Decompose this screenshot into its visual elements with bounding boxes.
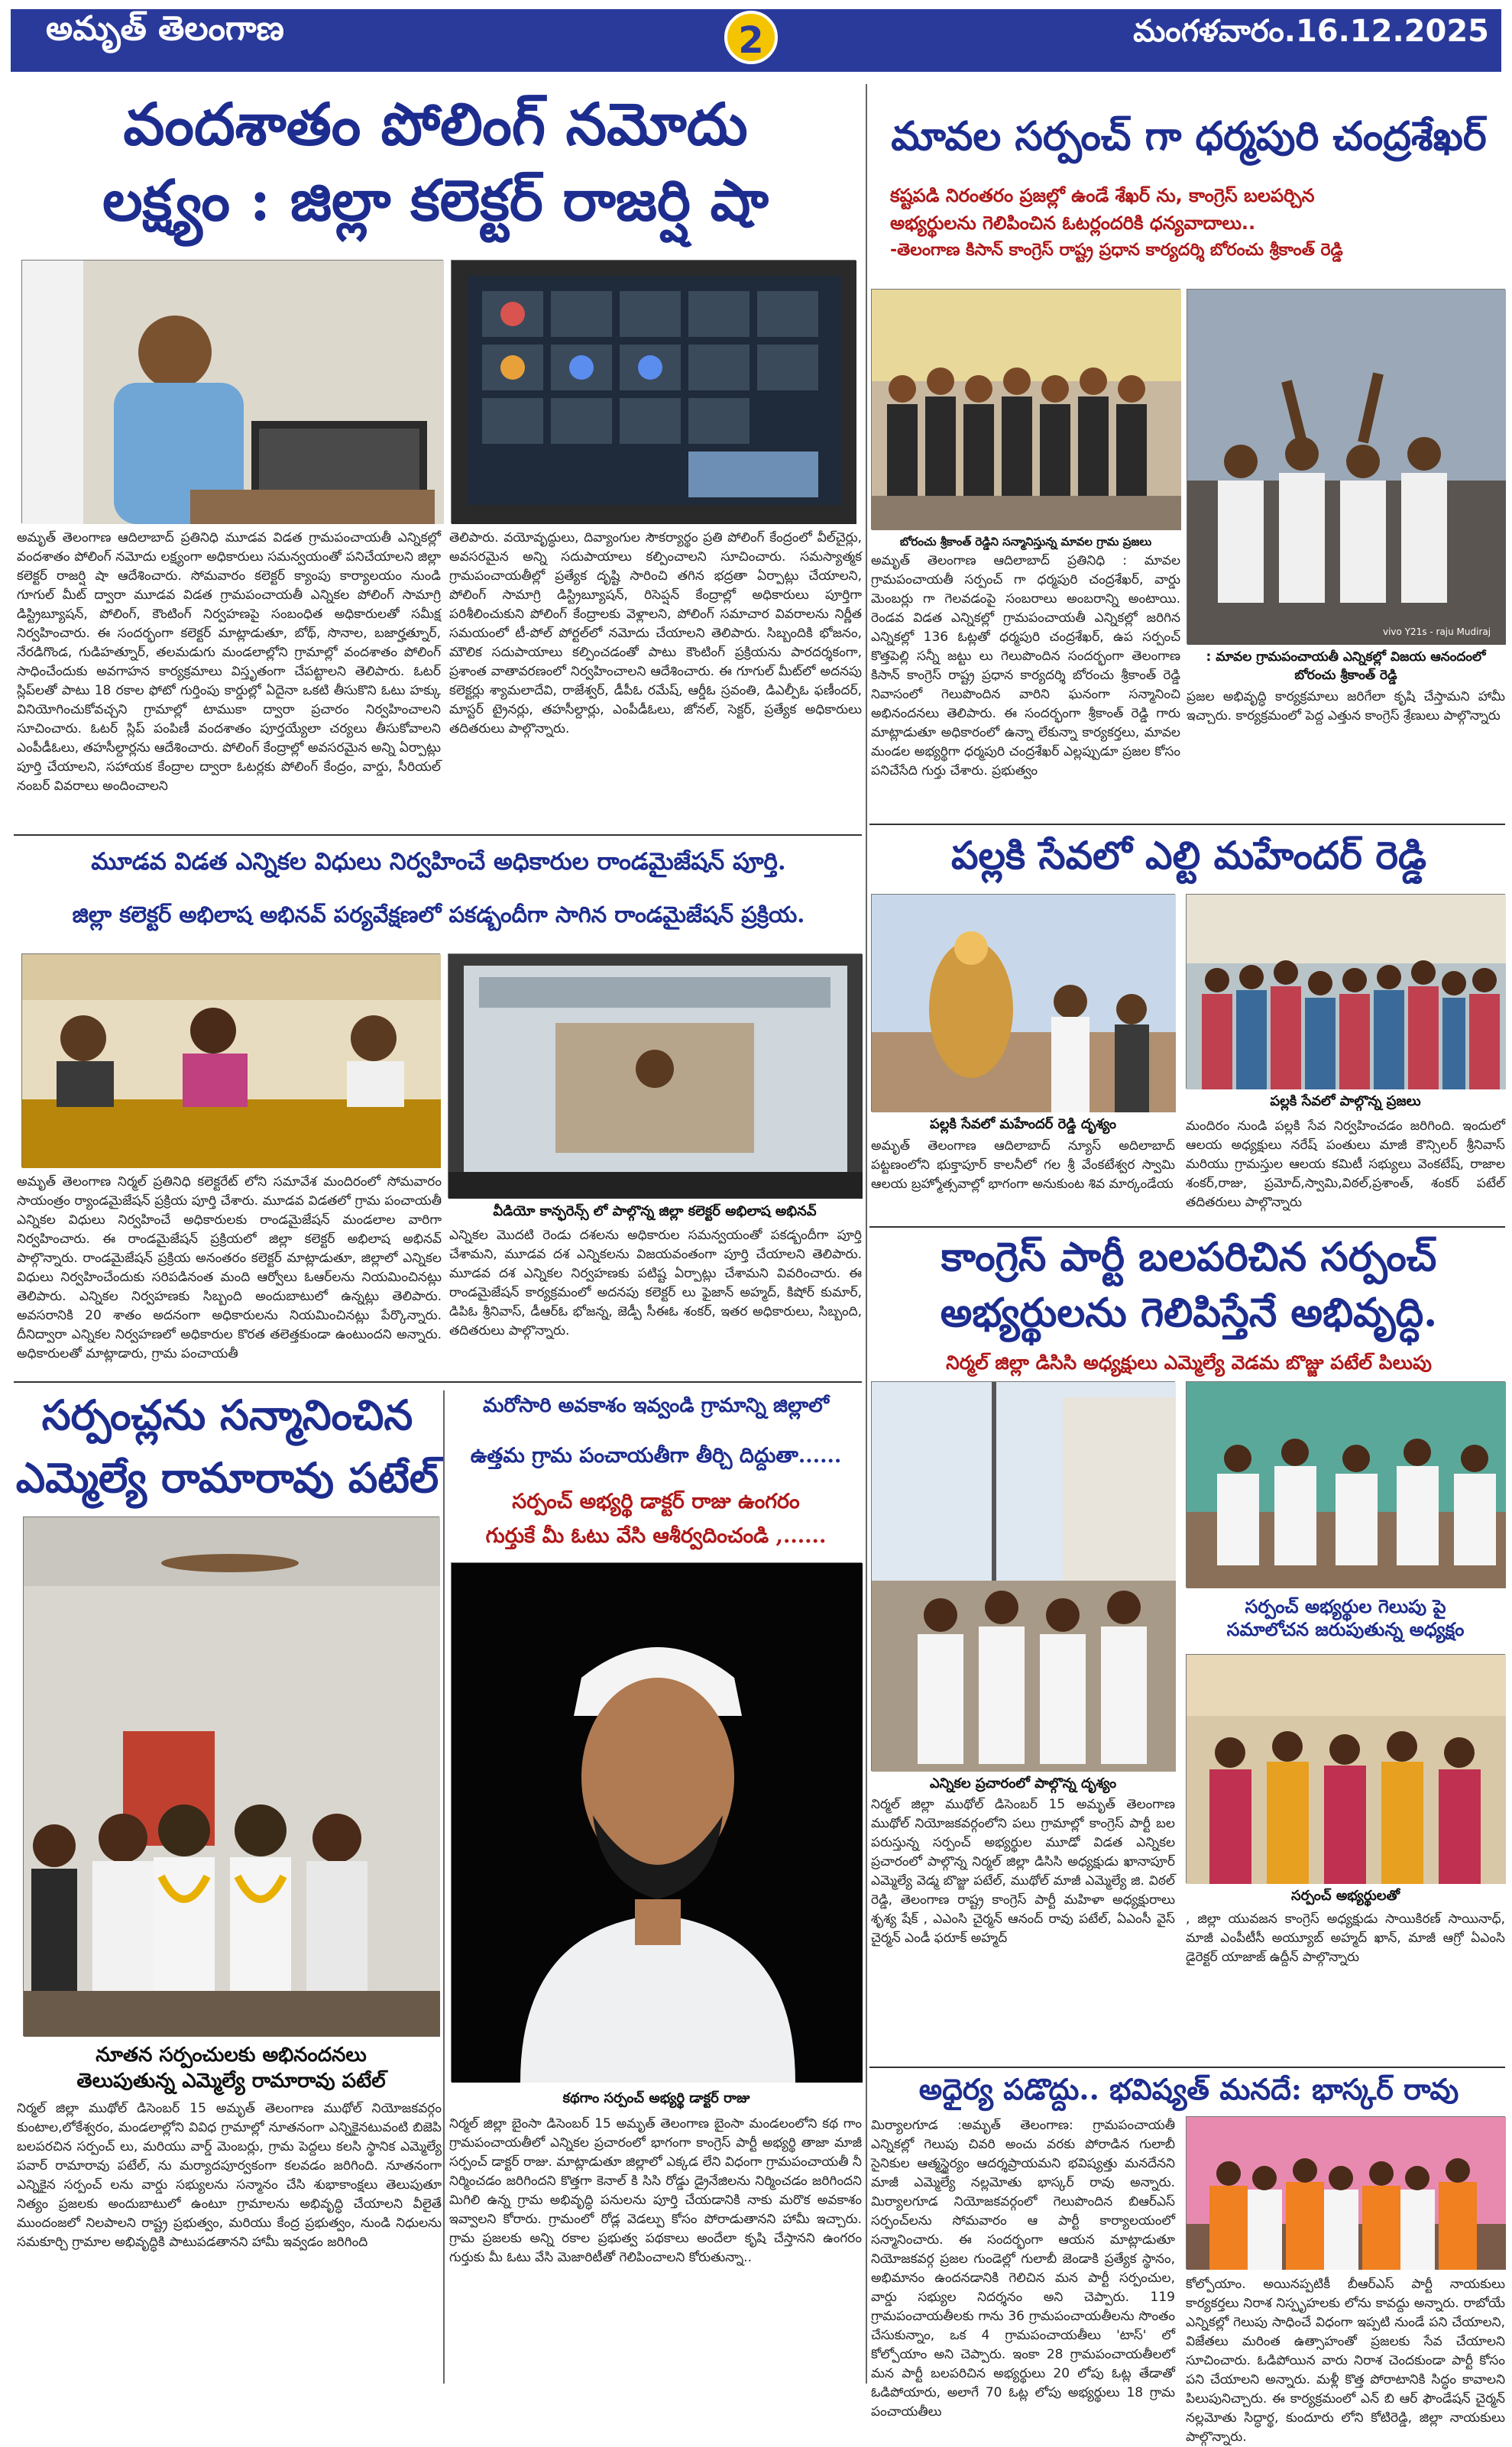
a1-headline-line2: లక్ష్యం : జిల్లా కలెక్టర్ రాజర్షి షా bbox=[102, 168, 769, 234]
victory-celebration-illustration bbox=[1187, 290, 1506, 645]
a6-photo-felicitation bbox=[23, 1516, 439, 2036]
a8-headline: అధైర్య పడొద్దు.. భవిష్యత్ మనదే: భాస్కర్ రావు bbox=[918, 2072, 1459, 2106]
a3-photo2-caption: వీడియో కాన్ఫరెన్స్ లో పాల్గొన్న జిల్లా కలెక్టర్ అభిలాష అభినవ్ bbox=[493, 1203, 817, 1219]
meeting-discussion-illustration bbox=[1187, 1382, 1506, 1588]
a5-photo2-caption-line2: సమాలోచన జరుపుతున్న అధ్యక్షం bbox=[1226, 1619, 1465, 1640]
a5-photo-candidates bbox=[1186, 1654, 1505, 1883]
a4-photo2-caption: పల్లకి సేవలో పాల్గొన్న ప్రజలు bbox=[1270, 1093, 1421, 1109]
divider bbox=[869, 2067, 1505, 2068]
randomization-meeting-illustration bbox=[22, 954, 441, 1168]
a1-headline-line1: వందశాతం పోలింగ్ నమోదు bbox=[123, 90, 748, 158]
divider bbox=[14, 834, 862, 836]
a3-headline-line1: మూడవ విడత ఎన్నికల విధులు నిర్వహించే అధికారుల రాండమైజేషన్ పూర్తి. bbox=[91, 848, 786, 876]
video-meeting-screen-illustration bbox=[452, 261, 856, 524]
a8-body-col1: మిర్యాలగూడ :అమృత్ తెలంగాణ: గ్రామపంచాయతీ ఎన్నికల్లో గెలుపు చివరి అంచు వరకు పోరాడిన గులాబీ సైనికుల ఆత్మస్థైర్యం ఆదర్శప్రాయమని భవిష్యత్తు మనదేనని మాజీ ఎమ్మెల్యే నల్లమోతు భాస్కర్ రావు అన్నారు. మిర్యాలగూడ నియోజకవర్గంలో గెలుపొందిన బిఆర్ఎస్ సర్పంచ్‌లను సోమవారం ఆ పార్టీ కార్యాలయంలో సన్మానించారు. ఈ సందర్భంగా ఆయన మాట్లాడుతూ నియోజకవర్గ ప్రజల గుండెల్లో గులాబీ జెండాకి ప్రత్యేక స్థానం, అభిమానం ఉందనడానికి గెలిచిన మన పార్టీ సర్పంచుల, వార్డు సభ్యుల నిదర్శనం అని చెప్పారు. 119 గ్రామపంచాయతీలకు గాను 36 గ్రామపంచాయతీలను సొంతం చేసుకున్నాం, ఒక 4 గ్రామపంచాయతీలు 'టాస్' లో కోల్పోయాం అని చెప్పారు. ఇంకా 28 గ్రామపంచాయతీలలో మన పార్టీ బలపరిచిన అభ్యర్థులు 20 లోపు ఓట్ల తేడాతో ఓడిపోయారు, అలాగే 70 ఓట్ల లోపు అభ్యర్థులు 18 గ్రామ పంచాయతీలు bbox=[871, 2118, 1175, 2419]
a6-headline-line2: ఎమ్మెల్యే రామారావు పటేల్ bbox=[15, 1453, 439, 1502]
a4-photo1-caption: పల్లకి సేవలో మహేందర్ రెడ్డి దృశ్యం bbox=[929, 1116, 1117, 1132]
a2-photo-celebration bbox=[1187, 289, 1505, 644]
a2-subhead-line1: కష్టపడి నిరంతరం ప్రజల్లో ఉండే శేఖర్ ను, కాంగ్రెస్ బలపర్చిన bbox=[890, 185, 1315, 206]
a2-subhead-line3: -తెలంగాణ కిసాన్ కాంగ్రెస్ రాష్ట్ర ప్రధాన కార్యదర్శి బోరంచు శ్రీకాంత్ రెడ్డి bbox=[890, 241, 1343, 260]
election-campaign-illustration bbox=[872, 1382, 1176, 1772]
masthead-date: మంగళవారం.16.12.2025 bbox=[1133, 14, 1489, 49]
brs-felicitation-illustration bbox=[1187, 2117, 1506, 2270]
a5-photo-discussion bbox=[1186, 1381, 1505, 1588]
a7-photo-caption: కథగాం సర్పంచ్ అభ్యర్థి డాక్టర్ రాజు bbox=[562, 2090, 750, 2106]
a5-headline-line1: కాంగ్రెస్ పార్టీ బలపరిచిన సర్పంచ్ bbox=[941, 1234, 1437, 1280]
a2-photo2-caption: : మావల గ్రామపంచాయతీ ఎన్నికల్లో విజయ ఆనందంలో బోరంచు శ్రీకాంత్ రెడ్డి bbox=[1206, 649, 1486, 683]
a4-body-col1: అమృత్ తెలంగాణ ఆదిలాబాద్ న్యూస్ అదిలాబాద్ పట్టణంలోని భుక్తాపూర్ కాలనీలో గల శ్రీ వేంకటేశ్వర స్వామి ఆలయ బ్రహ్మోత్సవాల్లో భాగంగా అనుకుంట శివ మార్కండేయ bbox=[871, 1138, 1175, 1192]
a7-headline-line2: ఉత్తమ గ్రామ పంచాయతీగా తీర్చి దిద్దుతా...... bbox=[470, 1444, 842, 1468]
a4-photo-palanquin bbox=[871, 894, 1175, 1112]
a7-photo-candidate bbox=[451, 1562, 862, 2082]
a5-photo1-caption: ఎన్నికల ప్రచారంలో పాల్గొన్న దృశ్యం bbox=[929, 1775, 1117, 1792]
a2-photo-felicitation bbox=[871, 289, 1180, 529]
a1-photo-collector bbox=[21, 260, 443, 523]
divider bbox=[869, 1226, 1505, 1228]
a4-headline: పల్లకి సేవలో ఎల్టి మహేందర్ రెడ్డి bbox=[951, 833, 1426, 878]
a5-photo-campaign bbox=[871, 1381, 1175, 1771]
masthead-title: అమృత్ తెలంగాణ bbox=[46, 9, 284, 48]
sarpanch-candidates-group-illustration bbox=[1187, 1655, 1506, 1884]
a5-body-col2: , జిల్లా యువజన కాంగ్రెస్ అధ్యక్షుడు సాయికిరణ్ సాయినాధ్, మాజీ ఎంపీటీసీ అయ్యూబ్ అహ్మద్ ఖాన్, మాజీ ఆగ్రో ఏఎంసి డైరెక్టర్ యాజాజ్ ఉద్దీన్ పాల్గొన్నారు bbox=[1186, 1911, 1505, 1965]
a7-subhead-line1: సర్పంచ్ అభ్యర్థి డాక్టర్ రాజు ఉంగరం bbox=[512, 1490, 800, 1513]
a7-headline-line1: మరోసారి అవకాశం ఇవ్వండి గ్రామాన్ని జిల్లాలో bbox=[482, 1394, 829, 1417]
a5-subhead: నిర్మల్ జిల్లా డిసిసి అధ్యక్షులు ఎమ్మెల్యే వెడమ బొజ్జు పటేల్ పిలుపు bbox=[946, 1351, 1432, 1374]
a5-headline-line2: అభ్యర్థులను గెలిపిస్తేనే అభివృద్ధి. bbox=[940, 1290, 1438, 1336]
a3-headline-line2: జిల్లా కలెక్టర్ అభిలాష అభినవ్ పర్యవేక్షణలో పకడ్బందీగా సాగిన రాండమైజేషన్ ప్రక్రియ. bbox=[72, 901, 805, 927]
a4-photo-devotees bbox=[1186, 894, 1505, 1089]
palanquin-seva-illustration bbox=[872, 895, 1176, 1112]
mla-felicitation-illustration bbox=[24, 1517, 440, 2037]
a2-subhead-line2: అభ్యర్థులను గెలిపించిన ఓటర్లందరికి ధన్యవాదాలు.. bbox=[890, 212, 1256, 234]
a2-photo2-camera-stamp: vivo Y21s - raju Mudiraj bbox=[1383, 626, 1491, 637]
a3-photo-meeting bbox=[21, 953, 440, 1167]
column-divider bbox=[443, 1390, 445, 2384]
a3-body-col2: ఎన్నికల మొదటి రెండు దశలను అధికారుల సమన్వయంతో పకడ్బందీగా పూర్తి చేశామని, మూడవ దశ ఎన్నికలను విజయవంతంగా పూర్తి చేయాలని తెలిపారు. మూడవ దశ ఎన్నికల నిర్వహణకు పటిష్ట ఏర్పాట్లు చేశామని వివరించారు. ఈ రాండమైజేషన్ కార్యక్రమంలో అదనపు కలెక్టర్ లు ఫైజాన్ అహ్మద్, కిషోర్ కుమార్, డిపిఓ శ్రీనివాస్, డీఆర్ఓ భోజన్న, జెడ్పీ సీఈఓ శంకర్, ఇతర అధికారులు, సిబ్బంది, తదితరులు పాల్గొన్నారు. bbox=[449, 1228, 862, 1338]
a1-body-col2: తెలిపారు. వయోవృద్ధులు, దివ్యాంగుల సౌకర్యార్థం ప్రతి పోలింగ్ కేంద్రంలో వీల్‌చైర్లు, అవసరమైన అన్ని సదుపాయాలు కల్పించాలని సూచించారు. సమస్యాత్మక గ్రామపంచాయతీల్లో ప్రత్యేక దృష్టి సారించి తగిన భద్రతా ఏర్పాట్లు చేయాలని, పోలింగ్ సామాగ్రి డిస్ట్రిబ్యూషన్, రిసెప్షన్ కేంద్రాల్లో అధికారులు పూర్తిగా పరిశీలించుకుని పోలింగ్ కేంద్రాలకు వెళ్లాలని, పోలింగ్ సమాచార వివరాలను నిర్ణీత సమయంలో టీ-పోల్ పోర్టల్‌లో నమోదు చేయాలని తెలిపారు. సిబ్బందికి భోజనం, మౌలిక సదుపాయాలు కల్పించడంతో పాటు కౌంటింగ్ ప్రక్రియను పారదర్శకంగా, ప్రశాంత వాతావరణంలో నిర్వహించాలని ఆదేశించారు. ఈ గూగుల్ మీట్‌లో అదనపు కలెక్టర్లు శ్యామలాదేవి, రాజేశ్వర్, డీపీఓ రమేష్, ఆర్డీఓ స్రవంతి, డిఎల్పీఓ ఫణీందర్, మాస్టర్ ట్రైనర్లు, తహసీల్దార్లు, ఎంపీడీఓలు, జోనల్, సెక్టర్, ప్రత్యేక అధికారులు తదితరులు పాల్గొన్నారు. bbox=[449, 530, 862, 736]
a5-body-col1: నిర్మల్ జిల్లా ముథోల్ డిసెంబర్ 15 అమృత్ తెలంగాణ ముథోల్ నియోజకవర్గంలోని పలు గ్రామాల్లో కాంగ్రెస్ పార్టీ బల పరుస్తున్న సర్పంచ్ అభ్యర్థుల మూడో విడత ఎన్నికల ప్రచారంలో పాల్గొన్న నిర్మల్ జిల్లా డిసిసి అధ్యక్షుడు ఖానాపూర్ ఎమ్మెల్యే వెడ్మ బొజ్జు పటేల్, ముథోల్ మాజీ ఎమ్మెల్యే జి. విఠల్ రెడ్డి, తెలంగాణ రాష్ట్ర కాంగ్రెస్ పార్టీ మహిళా అధ్యక్షురాలు శృశ్య షేక్ , ఎఎంసి చైర్మన్ ఆనంద్ రావు పటేల్, ఏఎంసీ వైస్ చైర్మన్ ఎండీ ఫరూక్ అహ్మద్ bbox=[871, 1797, 1175, 1946]
a4-body-col2: మందిరం నుండి పల్లకి సేవ నిర్వహించడం జరిగింది. ఇందులో ఆలయ అధ్యక్షులు నరేష్ పంతులు మాజీ కౌన్సిలర్ శ్రీనివాస్ మరియు గ్రామస్తుల ఆలయ కమిటీ సభ్యులు వెంకటేష్, రాజాల శంకర్,రాజు, ప్రమోద్,స్వామి,విఠల్,ప్రశాంత్, శంకర్ పటేల్ తదితరులు పాల్గొన్నారు bbox=[1186, 1118, 1505, 1210]
group-felicitation-illustration bbox=[872, 290, 1181, 530]
a6-caption-line2: తెలుపుతున్న ఎమ్మెల్యే రామారావు పటేల్ bbox=[76, 2070, 386, 2093]
a2-body-col2: ప్రజల అభివృద్ధి కార్యక్రమాలు జరిగేలా కృషి చేస్తామని హామీ ఇచ్చారు. కార్యక్రమంలో పెద్ద ఎత్తున కాంగ్రెస్ శ్రేణులు పాల్గొన్నారు bbox=[1187, 689, 1505, 723]
a5-photo2-caption-line1: సర్పంచ్ అభ్యర్థుల గెలుపు పై bbox=[1245, 1596, 1446, 1617]
column-divider bbox=[866, 84, 867, 2384]
page-number-badge: 2 bbox=[724, 11, 778, 64]
divider bbox=[14, 1381, 862, 1383]
devotees-crowd-illustration bbox=[1187, 895, 1506, 1089]
laptop-video-conference-illustration bbox=[448, 954, 863, 1199]
a6-body: నిర్మల్ జిల్లా ముథోల్ డిసెంబర్ 15 అమృత్ తెలంగాణ ముథోల్ నియోజకవర్గం కుంటాల,లోకేశ్వరం, మండలాల్లోని వివిధ గ్రామాల్లో నూతనంగా ఎన్నికైనటువంటి బిజెపి బలపరచిన సర్పంచ్ లు, మరియు వార్డ్ మెంబర్లు, గ్రామ పెద్దలు కలసి స్థానిక ఎమ్మెల్యే పవార్ రామారావు పటేల్, ను మర్యాదపూర్వకంగా కలవడం జరిగింది. నూతనంగా ఎన్నికైన సర్పంచ్ లను వార్డు సభ్యులను సన్మానం చేసి శుభాకాంక్షలు తెలుపుతూ నిత్యం ప్రజలకు అందుబాటులో ఉంటూ గ్రామాలను అభివృద్ధి చేయాలని వీలైతే ముందంజలో నిలపాలని రాష్ట్ర ప్రభుత్వం, మరియు కేంద్ర ప్రభుత్వం, నుండి నిధులను సమకూర్చి గ్రామాల అభివృద్ధికి పాటుపడతానని హామీ ఇవ్వడం జరిగింది bbox=[17, 2101, 442, 2250]
a6-caption-line1: నూతన సర్పంచులకు అభినందనలు bbox=[96, 2044, 367, 2067]
collector-at-desk-illustration bbox=[22, 261, 444, 524]
a8-body-col2: కోల్పోయాం. అయినప్పటికీ బీఆర్ఎస్ పార్టీ నాయకులు కార్యకర్తలు నిరాశ నిస్పృహలకు లోను కావద్దు అన్నారు. రాబోయే ఎన్నికల్లో గెలుపు సాధించే విధంగా ఇప్పటి నుండే పని చేయాలని, విజేతలు మరింత ఉత్సాహంతో ప్రజలకు సేవ చేయాలని సూచించారు. ఓడిపోయిన వారు నిరాశ చెందకుండా పార్టీ కోసం పని చేయాలని అన్నారు. మళ్లీ కొత్త పోరాటానికి సిద్ధం కావాలని పిలుపునిచ్చారు. ఈ కార్యక్రమంలో ఎన్ బి ఆర్ ఫౌండేషన్ చైర్మన్ నల్లమోతు సిద్ధార్థ, కుందూరు లోని కోటిరెడ్డి, జిల్లా నాయకులు పాల్గొన్నారు. bbox=[1186, 2277, 1505, 2445]
a2-body: అమృత్ తెలంగాణ ఆదిలాబాద్ ప్రతినిధి : మావల గ్రామపంచాయతీ సర్పంచ్ గా ధర్మపురి చంద్రశేఖర్, వార్డు మెంబర్లు గా గెలవడంపై సంబరాలు అంబరాన్ని అంటాయి. రెండవ విడత ఎన్నికల్లో గ్రామపంచాయతీ ఎన్నికల్లో జరిగిన ఎన్నికల్లో 136 ఓట్లతో ధర్మపురి చంద్రశేఖర్, ఉప సర్పంచ్ కొత్తపెల్లి సన్నీ జట్టు లు గెలుపొందిన సందర్భంగా తెలంగాణ కిసాన్ కాంగ్రెస్ రాష్ట్ర ప్రధాన కార్యదర్శి బోరంచు శ్రీకాంత్ రెడ్డి నివాసంలో గెలుపొందిన వారిని ఘనంగా సన్మానించి అభినందనలు తెలిపారు. ఈ సందర్భంగా శ్రీకాంత్ రెడ్డి గారు మాట్లాడుతూ అధికారంలో ఉన్నా లేకున్నా కార్యకర్తలు, మావల మండల అభ్యర్థిగా ధర్మపురి చంద్రశేఖర్ ఎల్లప్పుడూ ప్రజల కోసం పనిచేసేది గుర్తు చేశారు. ప్రభుత్వం bbox=[871, 553, 1180, 778]
a2-headline: మావల సర్పంచ్ గా ధర్మపురి చంద్రశేఖర్ bbox=[891, 113, 1487, 160]
a2-photo1-caption: బోరంచు శ్రీకాంత్ రెడ్డిని సన్మానిస్తున్న మావల గ్రామ ప్రజలు bbox=[899, 535, 1152, 549]
a3-body-col1: అమృత్ తెలంగాణ నిర్మల్ ప్రతినిధి కలెక్టరేట్ లోని సమావేశ మందిరంలో సోమవారం సాయంత్రం ర్యాండమైజేషన్ ప్రక్రియ పూర్తి చేశారు. మూడవ విడతలో గ్రామ పంచాయతీ ఎన్నికల విధులు నిర్వహించే అధికారులకు రాండమైజేషన్ మండలాల వారిగా నిర్వహించారు. ఈ రాండమైజేషన్ ప్రక్రియలో జిల్లా కలెక్టర్ అభిలాష అభినవ్ పాల్గొన్నారు. రాండమైజేషన్ ప్రక్రియ అనంతరం కలెక్టర్ మాట్లాడుతూ, జిల్లాలో ఎన్నికల విధులు నిర్వహించేందుకు సరిపడినంత మంది ఆర్వోలు ఓఆర్‌లను నియమించినట్లు తెలిపారు. ఎన్నికల నిర్వహణకు సిబ్బంది అందుబాటులో ఉన్నట్లు తెలిపారు. అవసరానికి 20 శాతం అదనంగా అధికారులను నియమించినట్లు పేర్కొన్నారు. దీనిద్వారా ఎన్నికల నిర్వహణలో అధికారుల కొరత తలెత్తకుండా ఉంటుందని అన్నారు. అధికారులతో మాట్లాడారు, గ్రామ పంచాయతీ bbox=[17, 1174, 442, 1361]
a1-body-col1: అమృత్ తెలంగాణ ఆదిలాబాద్ ప్రతినిధి మూడవ విడత గ్రామపంచాయతీ ఎన్నికల్లో వందశాతం పోలింగ్ నమోదు లక్ష్యంగా అధికారులు సమన్వయంతో పనిచేయాలని జిల్లా కలెక్టర్ రాజర్షి షా ఆదేశించారు. సోమవారం కలెక్టర్ క్యాంపు కార్యాలయం నుండి గూగుల్ మీట్ ద్వారా మూడవ విడత గ్రామపంచాయతీ ఎన్నికల పోలింగ్ సామాగ్రి డిస్ట్రిబ్యూషన్, పోలింగ్, కౌంటింగ్ నిర్వహణపై సంబంధిత అధికారులతో సమీక్ష నిర్వహించారు. ఈ సందర్భంగా కలెక్టర్ మాట్లాడుతూ, బోథ్, సొనాల, బజార్హత్నూర్, నేరడిగొండ, గుడిహత్నూర్, తలమడుగు మండలాల్లోని గ్రామాల్లో వందశాతం పోలింగ్ సాధించేందుకు అవగాహన కార్యక్రమాలు విస్తృతంగా చేపట్టాలని తెలిపారు. ఓటర్ స్లిప్‌లతో పాటు 18 రకాల ఫోటో గుర్తింపు కార్డుల్లో ఏదైనా ఒకటి తీసుకొని ఓటు హక్కు వినియోగించుకోవచ్చని గ్రామాల్లో టాముకా ద్వారా ప్రచారం నిర్వహించాలని సూచించారు. ఓటర్ స్లిప్ పంపిణీ వందశాతం పూర్తయ్యేలా చర్యలు తీసుకోవాలని ఎంపీడీఓలు, తహసీల్దార్లను ఆదేశించారు. పోలింగ్ కేంద్రాల్లో అవసరమైన అన్ని ఏర్పాట్లు పూర్తి చేయాలని, సహాయక కేంద్రాల ద్వారా ఓటర్లకు పోలింగ్ కేంద్రం, వార్డు, సీరియల్ నంబర్ వివరాలు అందించాలని bbox=[17, 530, 441, 794]
a7-subhead-line2: గుర్తుకే మీ ఓటు వేసి ఆశీర్వదించండి ,...... bbox=[485, 1524, 827, 1548]
a3-photo-video-conference bbox=[448, 953, 862, 1198]
a8-photo-felicitation bbox=[1186, 2116, 1505, 2269]
a7-body: నిర్మల్ జిల్లా బైంసా డిసెంబర్ 15 అమృత్ తెలంగాణ బైంసా మండలంలోని కథ గాం గ్రామపంచాయతీలో ఎన్నికల ప్రచారంలో భాగంగా కాంగ్రెస్ పార్టీ అభ్యర్థి తాజా మాజీ సర్పంచ్ డాక్టర్ రాజు. మాట్లాడుతూ జిల్లాలో ఎక్కడ లేని విధంగా గ్రామపంచాయతీ నీ నిర్మించడం జరిగిందని కొత్తగా కెనాల్ కి సిసి రోడ్డు డ్రైనేజిలను నిర్మించడం జరిగిందని మిగిలి ఉన్న గ్రామ అభివృద్ధి పనులను పూర్తి చేయడానికి నాకు మరొక అవకాశం ఇవ్వాలని కోరారు. గ్రామంలో రోడ్ల వెడల్పు కోసం పోరాడుతానని హామీ ఇచ్చారు. గ్రామ ప్రజలకు అన్ని రకాల ప్రభుత్వ పథకాలు అందేలా కృషి చేస్తానని ఉంగరం గుర్తుకు మీ ఓటు వేసి మెజారిటీతో గెలిపించాలని కోరుతున్నా.. bbox=[449, 2116, 862, 2265]
a6-headline-line1: సర్పంచ్లను సన్మానించిన bbox=[41, 1390, 413, 1439]
divider bbox=[869, 824, 1505, 825]
candidate-portrait-illustration bbox=[452, 1563, 863, 2083]
a5-photo3-caption: సర్పంచ్ అభ్యర్థులతో bbox=[1290, 1888, 1400, 1904]
a1-photo-video-meeting bbox=[451, 260, 856, 523]
